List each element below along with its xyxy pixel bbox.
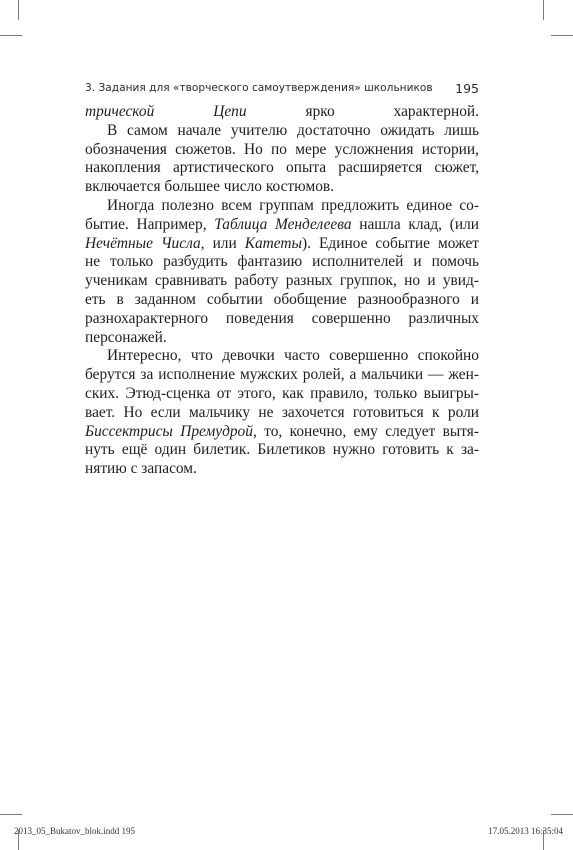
text-run: нятию с запасом. [85,460,197,478]
text-line [85,329,479,348]
text-line [85,197,479,216]
file-info: 2013_05_Bukatov_blok.indd 195 [14,826,135,836]
text-line [85,272,479,291]
text-run: Иногда полезно всем группам предложить единое со- [107,196,479,214]
crop-mark-top-right-horizontal [551,35,573,36]
text-run: нашла клад, (или [351,215,479,233]
text-run: , или [200,234,245,252]
text-line [85,122,479,141]
text-run: , то, конечно, ему следует вытя- [252,422,480,440]
text-line [85,385,479,404]
text-run: бытие. Например, [85,215,215,233]
crop-mark-top-left-horizontal [0,35,22,36]
body-text [85,103,479,479]
text-run: берутся за исполнение мужских ролей, а мальчики — жен- [85,366,479,384]
text-line [85,291,479,310]
italic-term: Катеты [244,234,302,252]
text-run: разнохарактерного поведения совершенно различных [85,309,479,327]
crop-mark-bottom-right-horizontal [551,814,573,815]
text-line [85,347,479,366]
text-line [85,235,479,254]
text-line [85,253,479,272]
italic-term: трической Цепи [85,103,247,120]
text-run: персонажей. [85,328,167,346]
text-run: В самом начале учителю достаточно ожидать лишь [107,121,479,139]
text-line [85,366,479,385]
text-run: обозначения сюжетов. Но по мере усложнения истории, [85,140,479,158]
text-line [85,310,479,329]
text-line [85,460,479,479]
text-line [85,141,479,160]
crop-mark-top-right [543,0,544,20]
italic-term: Нечётные Числа [85,234,201,252]
print-timestamp: 17.05.2013 16:35:04 [488,826,563,836]
text-run: Интересно, что девочки часто совершенно спокойно [107,347,479,365]
text-run: накопления артистического опыта расширяется сюжет, [85,159,479,177]
text-line [85,404,479,423]
text-line [85,103,479,122]
text-line [85,178,479,197]
text-line [85,216,479,235]
text-run: не только разбудить фантазию исполнителей и помочь [85,253,479,271]
text-run: вает. Но если мальчику не захочется готовиться к роли [85,403,479,421]
page-number: 195 [455,81,479,96]
running-title: 3. Задания для «творческого самоутверждения» школьников [85,82,433,94]
text-run: еть в заданном событии обобщение разнообразного и [85,290,479,308]
text-line [85,441,479,460]
text-run: ). Единое событие может [301,234,479,252]
text-line [85,159,479,178]
text-run: включается большее число костюмов. [85,178,334,196]
italic-term: Таблица Менделеева [214,215,352,233]
text-run: нуть ещё один билетик. Билетиков нужно готовить к за- [85,441,479,459]
text-run: ярко характерной. [246,103,479,120]
crop-mark-bottom-left-horizontal [0,814,22,815]
text-run: ученикам сравнивать работу разных группок, но и увид- [85,272,479,290]
text-run: ских. Этюд-сценка от этого, как правило, только выигры- [85,384,479,402]
crop-mark-top-left [18,0,19,20]
italic-term: Биссектрисы Премудрой [85,422,253,440]
text-line [85,423,479,442]
running-head [85,82,479,98]
